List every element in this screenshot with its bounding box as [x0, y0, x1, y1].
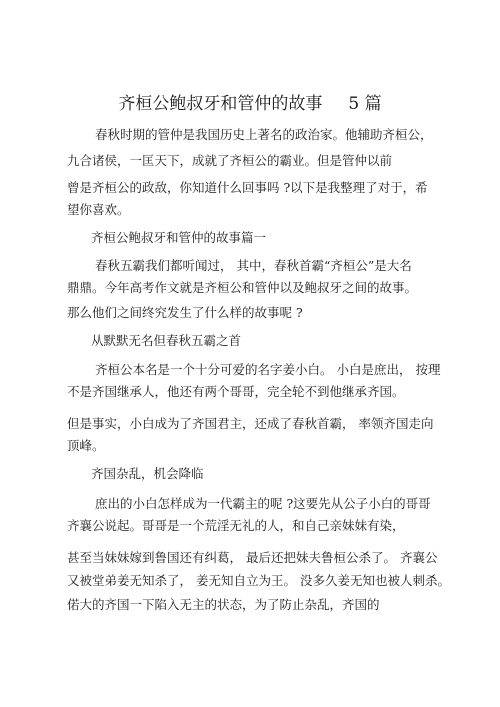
paragraph-line: 曾是齐桓公的政敌，你知道什么回事吗 ?以下是我整理了对于，希 — [67, 180, 428, 195]
paragraph-line: 春秋时期的管仲是我国历史上著名的政治家。他辅助齐桓公， — [95, 127, 433, 142]
paragraph-line: 春秋五霸我们都听闻过， 其中，春秋首霸“齐桓公”是大名 — [95, 258, 412, 273]
paragraph-line: 偌大的齐国一下陷入无主的状态，为了防止杂乱，齐国的 — [67, 597, 380, 612]
title-text: 齐桓公鲍叔牙和管仲的故事 — [118, 94, 323, 114]
paragraph-line: 顶峰。 — [67, 438, 105, 453]
paragraph-line: 又被堂弟姜无知杀了， 姜无知自立为王。 没多久姜无知也被人刺杀。 — [67, 573, 450, 588]
paragraph-line: 庶出的小白怎样成为一代霸主的呢 ?这要先从公子小白的哥哥 — [95, 496, 431, 511]
paragraph-line: 齐襄公说起。哥哥是一个荒淫无礼的人，和自己亲妹妹有染， — [67, 518, 405, 533]
document-title — [0, 93, 500, 115]
section-heading: 齐国杂乱，机会降临 — [91, 466, 204, 481]
section-heading: 齐桓公鲍叔牙和管仲的故事篇一 — [91, 230, 267, 245]
paragraph-line: 望你喜欢。 — [67, 202, 130, 217]
paragraph-line: 鼎鼎。今年高考作文就是齐桓公和管仲以及鲍叔牙之间的故事。 — [67, 280, 418, 295]
paragraph-line: 那么他们之间终究发生了什么样的故事呢 ? — [67, 305, 303, 320]
paragraph-line: 但是事实，小白成为了齐国君主，还成了春秋首霸， 率领齐国走向 — [67, 416, 434, 431]
paragraph-line: 不是齐国继承人，他还有两个哥哥，完全轮不到他继承齐国。 — [67, 384, 405, 399]
paragraph-line: 甚至当妹妹嫁到鲁国还有纠葛， 最后还把妹夫鲁桓公杀了。 齐襄公 — [67, 550, 438, 565]
section-heading: 从默默无名但春秋五霸之首 — [91, 333, 242, 348]
paragraph-line: 齐桓公本名是一个十分可爱的名字姜小白。 小白是庶出， 按理 — [95, 362, 441, 377]
title-number: 5 篇 — [348, 94, 382, 114]
paragraph-line: 九合诸侯，一匡天下，成就了齐桓公的霸业。但是管仲以前 — [67, 153, 393, 168]
